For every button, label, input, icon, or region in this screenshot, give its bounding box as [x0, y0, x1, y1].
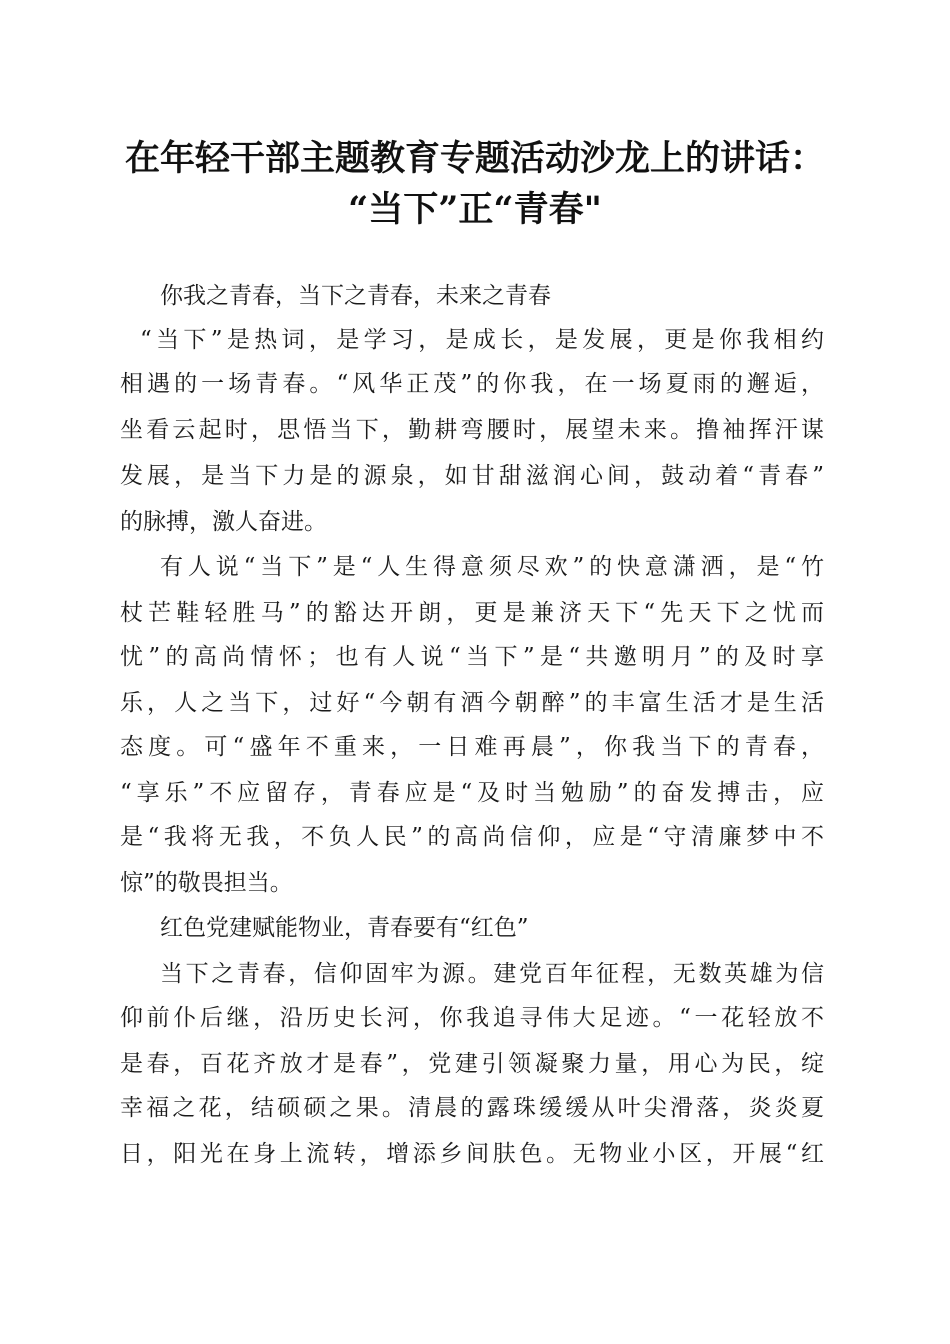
paragraph-line: 有人说“当下”是“人生得意须尽欢”的快意潇洒，是“竹: [160, 554, 824, 580]
title-line-1: 在年轻干部主题教育专题活动沙龙上的讲话：: [124, 138, 825, 179]
paragraph-line: “当下”是热词，是学习，是成长，是发展，更是你我相约: [140, 327, 824, 353]
paragraph-line: 发展，是当下力是的源泉，如甘甜滋润心间，鼓动着“青春”: [120, 463, 824, 489]
subheading-red: 红色党建赋能物业，青春要有“红色”: [160, 915, 529, 941]
paragraph-line: 忧”的高尚情怀；也有人说“当下”是“共邀明月”的及时享: [120, 644, 824, 670]
paragraph-line: 的脉搏，激人奋进。: [120, 509, 327, 535]
paragraph-line: 态度。可“盛年不重来，一日难再晨”，你我当下的青春，: [120, 734, 824, 760]
paragraph-line: 乐，人之当下，过好“今朝有酒今朝醉”的丰富生活才是生活: [120, 690, 824, 716]
subheading-youth: 你我之青春，当下之青春，未来之青春: [160, 283, 551, 309]
paragraph-line: 是“我将无我，不负人民”的高尚信仰，应是“守清廉梦中不: [120, 824, 824, 850]
paragraph-line: 是春，百花齐放才是春”，党建引领凝聚力量，用心为民，绽: [120, 1051, 824, 1077]
title-line-2: “当下”正“青春": [348, 189, 602, 230]
paragraph-line: 坐看云起时，思悟当下，勤耕弯腰时，展望未来。撸袖挥汗谋: [120, 417, 824, 443]
paragraph-line: 杖芒鞋轻胜马”的豁达开朗，更是兼济天下“先天下之忧而: [120, 600, 824, 626]
paragraph-line: 幸福之花，结硕硕之果。清晨的露珠缓缓从叶尖滑落，炎炎夏: [120, 1095, 824, 1121]
paragraph-line: 相遇的一场青春。“风华正茂”的你我，在一场夏雨的邂逅，: [120, 371, 824, 397]
paragraph-line: 仰前仆后继，沿历史长河，你我追寻伟大足迹。“一花轻放不: [120, 1005, 824, 1031]
paragraph-line: “享乐”不应留存，青春应是“及时当勉励”的奋发搏击，应: [120, 780, 824, 806]
paragraph-line: 惊”的敬畏担当。: [120, 870, 293, 896]
paragraph-line: 当下之青春，信仰固牢为源。建党百年征程，无数英雄为信: [160, 961, 824, 987]
paragraph-line: 日，阳光在身上流转，增添乡间肤色。无物业小区，开展“红: [120, 1141, 824, 1167]
